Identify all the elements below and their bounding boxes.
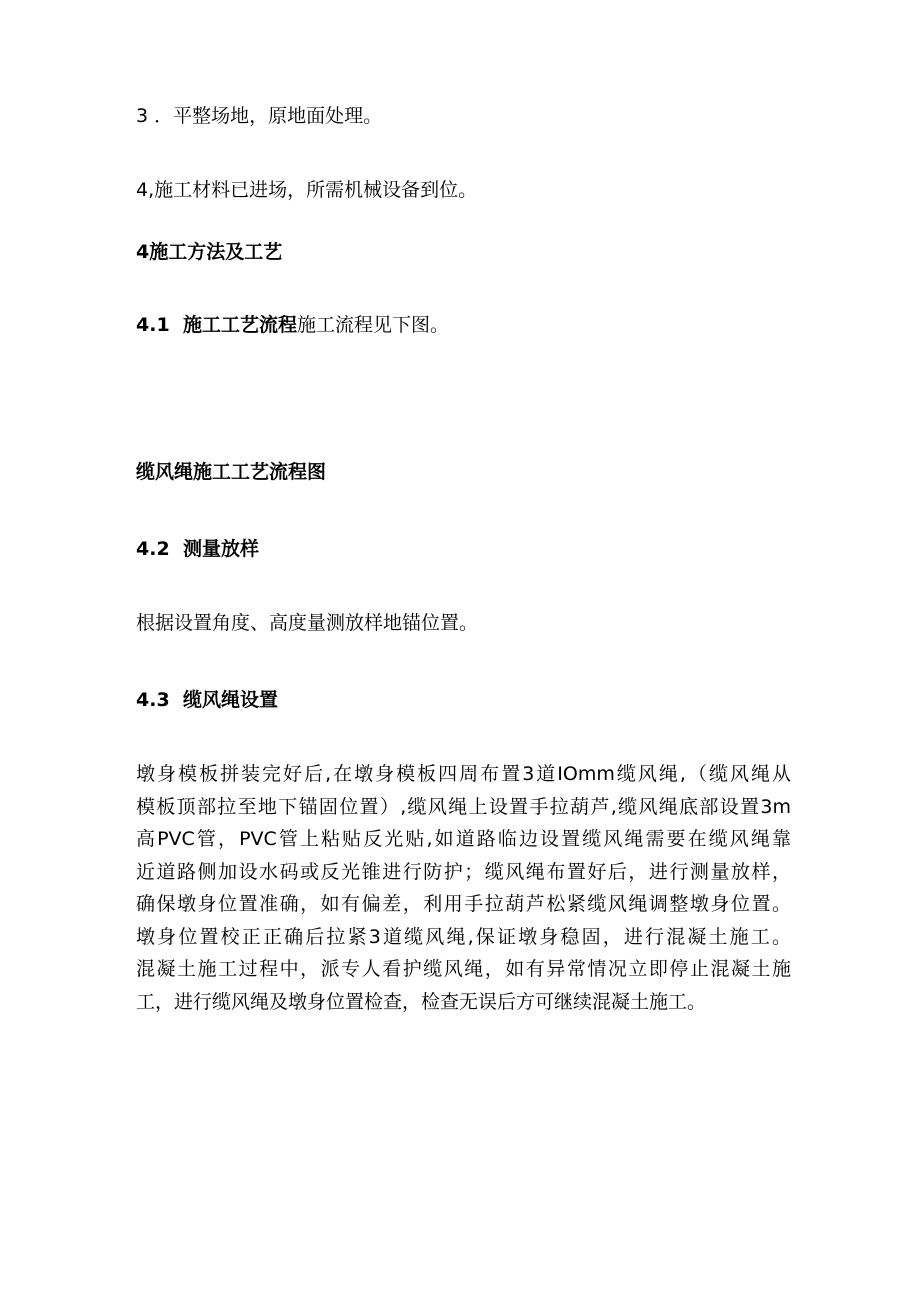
paragraph-line: 混凝土施工过程中，派专人看护缆风绳，如有异常情况立即停止混凝土施 (136, 958, 791, 980)
section-4-2-heading (136, 537, 259, 561)
section-4-2-title: 测量放样 (183, 538, 260, 560)
section-4-1-title: 施工工艺流程 (183, 314, 298, 336)
paragraph-line: 模板顶部拉至地下锚固位置）,缆风绳上设置手拉葫芦,缆风绳底部设置3m (136, 795, 791, 818)
paragraph-line: 墩身模板拼装完好后,在墩身模板四周布置3道IOmm缆风绳,（缆风绳从 (136, 763, 791, 785)
section-4-2-number: 4.2 (136, 538, 170, 560)
paragraph-line: 高PVC管，PVC管上粘贴反光贴,如道路临边设置缆风绳需要在缆风绳靠 (136, 828, 791, 850)
section-4-3-number: 4.3 (136, 689, 170, 711)
paragraph-line: 确保墩身位置准确，如有偏差，利用手拉葫芦松紧缆风绳调整墩身位置。 (136, 893, 791, 915)
paragraph-line: 墩身位置校正正确后拉紧3道缆风绳,保证墩身稳固，进行混凝土施工。 (136, 925, 791, 948)
section-4-1-text: 施工流程见下图。 (297, 314, 450, 336)
paragraph-line: 近道路侧加设水码或反光锥进行防护；缆风绳布置好后，进行测量放样， (136, 860, 791, 883)
section-4-1-number: 4.1 (136, 314, 170, 336)
section-4-2-text: 根据设置角度、高度量测放样地锚位置。 (136, 612, 479, 634)
section-4-3-heading (136, 688, 278, 712)
section-4-3-paragraph (136, 758, 791, 1018)
section-4-3-title: 缆风绳设置 (183, 689, 279, 711)
section-4-1 (136, 313, 449, 337)
list-item-4: 4,施工材料已进场，所需机械设备到位。 (136, 179, 478, 201)
section-4-heading: 4施工方法及工艺 (136, 241, 283, 263)
list-item-3: 3 ．平整场地，原地面处理。 (136, 105, 383, 127)
figure-caption: 缆风绳施工工艺流程图 (136, 461, 327, 483)
paragraph-line: 工，进行缆风绳及墩身位置检查，检查无误后方可继续混凝土施工。 (136, 990, 707, 1013)
